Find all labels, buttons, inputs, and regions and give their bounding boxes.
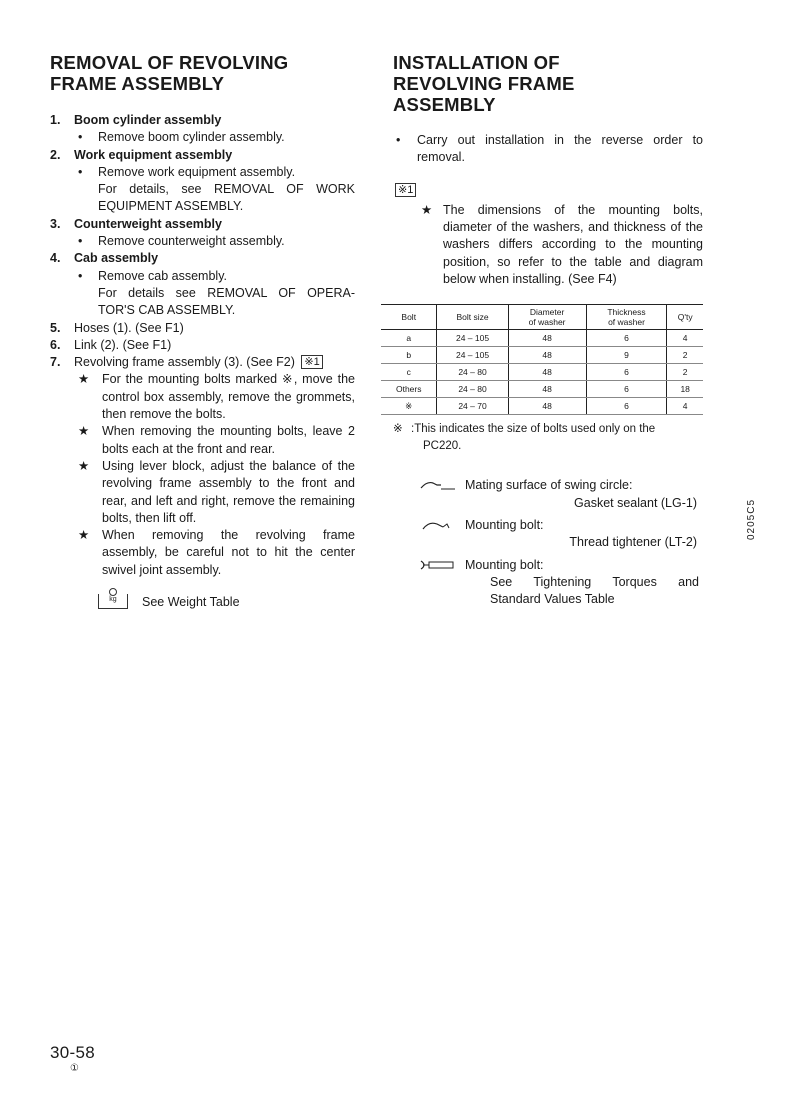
cell-thickness: 6 xyxy=(586,381,667,398)
symbol-thread-sub: Thread tightener (LT-2) xyxy=(569,535,697,550)
installation-title xyxy=(393,52,703,115)
gasket-sealant-icon xyxy=(419,479,455,491)
cell-qty: 2 xyxy=(667,364,703,381)
cell-bolt: a xyxy=(381,330,437,347)
cell-diameter: 48 xyxy=(508,330,586,347)
table-row xyxy=(381,398,703,415)
reference-mark: ※1 xyxy=(395,183,416,197)
step-number: 7. xyxy=(50,355,61,370)
table-row xyxy=(381,330,703,347)
step-2-bullet: • Remove work equipment assembly. xyxy=(78,164,296,179)
step-4-detail-line2: TOR'S CAB ASSEMBLY. xyxy=(98,303,236,318)
reference-mark: ※1 xyxy=(301,355,322,369)
symbol-torque-sub1: See Tightening Torques and xyxy=(490,574,699,589)
step-4-detail-line1: For details see REMOVAL OF OPERA- xyxy=(98,285,355,300)
step-number: 4. xyxy=(50,251,61,266)
step-2-detail-line1: For details, see REMOVAL OF WORK xyxy=(98,182,355,197)
step-4 xyxy=(50,250,355,267)
removal-title xyxy=(50,52,355,94)
installation-title-line2: REVOLVING FRAME xyxy=(393,73,575,94)
star-icon: ★ xyxy=(78,424,90,439)
step-1 xyxy=(50,112,355,129)
bullet-text: Remove counterweight assembly. xyxy=(98,234,285,249)
note-text: Using lever block, adjust the balance of the revolving frame assembly to the front and rear, and left and right, remove the remaining bolts, then lift off. xyxy=(102,458,355,525)
star-icon: ★ xyxy=(78,372,90,387)
left-column xyxy=(50,52,355,609)
step-number: 1. xyxy=(50,113,61,127)
star-icon: ★ xyxy=(421,202,433,217)
header-text: Thickness xyxy=(607,307,646,318)
installation-title-line1: INSTALLATION OF xyxy=(393,52,560,73)
install-note xyxy=(393,202,703,288)
star-icon: ★ xyxy=(78,458,90,473)
header-text: of washer xyxy=(608,317,645,328)
bullet-text: Remove work equipment assembly. xyxy=(98,164,296,179)
note-2 xyxy=(50,423,355,458)
table-row xyxy=(381,347,703,364)
note-text: The dimensions of the mounting bolts, diameter of the washers, and thickness of the washers differs according to the mounting position, so refer to the table and diagram below when installing. (See F4) xyxy=(443,202,703,287)
step-number: 2. xyxy=(50,147,61,162)
cell-size: 24 – 105 xyxy=(437,330,508,347)
table-footnote xyxy=(393,421,703,455)
header-bolt: Bolt xyxy=(381,305,437,330)
weight-label: See Weight Table xyxy=(142,594,240,609)
symbol-thread-main: Mounting bolt: xyxy=(465,517,544,532)
cell-diameter: 48 xyxy=(508,398,586,415)
install-bullet: • Carry out installation in the reverse order to removal. xyxy=(396,133,703,165)
step-4-bullet: • Remove cab assembly. xyxy=(78,268,227,283)
thread-tightener-icon xyxy=(419,519,455,531)
header-text: Diameter xyxy=(529,307,565,318)
cell-bolt: b xyxy=(381,347,437,364)
cell-size: 24 – 80 xyxy=(437,381,508,398)
weight-icon: kg xyxy=(98,594,128,609)
removal-steps xyxy=(50,112,355,579)
step-text: Link (2). (See F1) xyxy=(74,337,172,352)
installation-title-line3: ASSEMBLY xyxy=(393,94,496,115)
page-revision-mark: ① xyxy=(70,1063,79,1074)
table-header-row xyxy=(381,305,703,330)
star-icon: ★ xyxy=(78,528,90,543)
cell-qty: 2 xyxy=(667,347,703,364)
cell-thickness: 6 xyxy=(586,330,667,347)
torque-wrench-icon xyxy=(419,559,455,571)
step-title: Work equipment assembly xyxy=(74,147,233,162)
cell-diameter: 48 xyxy=(508,364,586,381)
header-text: of washer xyxy=(528,317,566,328)
cell-bolt: Others xyxy=(381,381,437,398)
reference-block xyxy=(393,182,703,199)
symbol-torque xyxy=(393,557,703,609)
cell-thickness: 9 xyxy=(586,347,667,364)
step-text: Revolving frame assembly (3). (See F2) xyxy=(74,355,295,370)
cell-thickness: 6 xyxy=(586,398,667,415)
footnote-mark: ※ xyxy=(393,423,403,436)
header-bolt-size: Bolt size xyxy=(437,305,508,330)
symbol-torque-main: Mounting bolt: xyxy=(465,557,544,572)
step-number: 3. xyxy=(50,216,61,231)
symbol-torque-sub2: Standard Values Table xyxy=(490,592,615,607)
page-number: 30-58 xyxy=(50,1043,95,1062)
symbol-thread xyxy=(393,517,703,552)
step-7 xyxy=(50,354,355,371)
header-qty: Q'ty xyxy=(667,305,703,330)
step-title: Cab assembly xyxy=(74,251,159,266)
symbol-gasket xyxy=(393,477,703,512)
step-title: Boom cylinder assembly xyxy=(74,113,222,127)
cell-qty: 4 xyxy=(667,398,703,415)
header-diameter xyxy=(508,305,586,330)
symbol-gasket-sub: Gasket sealant (LG-1) xyxy=(574,495,697,510)
bolt-spec-table xyxy=(381,304,703,415)
table-row xyxy=(381,381,703,398)
note-text: When removing the revolving frame assembly, be careful not to hit the center swivel joint assembly. xyxy=(102,528,355,577)
bullet-text: Remove cab assembly. xyxy=(98,268,227,283)
right-column xyxy=(393,52,703,608)
step-6 xyxy=(50,337,355,354)
step-5 xyxy=(50,320,355,337)
side-code: 0205C5 xyxy=(746,498,757,540)
bullet-text: Remove boom cylinder assembly. xyxy=(98,130,285,145)
cell-qty: 4 xyxy=(667,330,703,347)
weight-reference xyxy=(50,594,355,609)
symbol-gasket-main: Mating surface of swing circle: xyxy=(465,478,633,493)
cell-bolt: ※ xyxy=(381,398,437,415)
cell-bolt: c xyxy=(381,364,437,381)
cell-thickness: 6 xyxy=(586,364,667,381)
step-3 xyxy=(50,216,355,233)
note-3 xyxy=(50,458,355,527)
step-text: Hoses (1). (See F1) xyxy=(74,320,184,335)
removal-title-line2: FRAME ASSEMBLY xyxy=(50,73,225,94)
step-3-bullet: • Remove counterweight assembly. xyxy=(78,234,285,249)
step-2-detail-line2: EQUIPMENT ASSEMBLY. xyxy=(98,199,244,214)
table-row xyxy=(381,364,703,381)
step-2 xyxy=(50,147,355,164)
removal-title-line1: REMOVAL OF REVOLVING xyxy=(50,52,289,73)
cell-diameter: 48 xyxy=(508,347,586,364)
bullet-text: Carry out installation in the reverse order to removal. xyxy=(417,133,703,165)
step-title: Counterweight assembly xyxy=(74,216,222,231)
cell-diameter: 48 xyxy=(508,381,586,398)
cell-size: 24 – 70 xyxy=(437,398,508,415)
step-1-bullet: • Remove boom cylinder assembly. xyxy=(78,130,285,145)
cell-size: 24 – 105 xyxy=(437,347,508,364)
step-number: 5. xyxy=(50,320,61,335)
footnote-line2: PC220. xyxy=(423,440,462,453)
cell-size: 24 – 80 xyxy=(437,364,508,381)
footnote-line1: :This indicates the size of bolts used only on the xyxy=(411,423,656,436)
cell-qty: 18 xyxy=(667,381,703,398)
note-4 xyxy=(50,527,355,579)
note-text: When removing the mounting bolts, leave 2 bolts each at the front and rear. xyxy=(102,424,355,456)
note-1 xyxy=(50,371,355,423)
step-number: 6. xyxy=(50,337,61,352)
note-text: For the mounting bolts marked ※, move the control box assembly, remove the grommets, then remove the bolts. xyxy=(102,372,355,422)
header-thickness xyxy=(586,305,667,330)
